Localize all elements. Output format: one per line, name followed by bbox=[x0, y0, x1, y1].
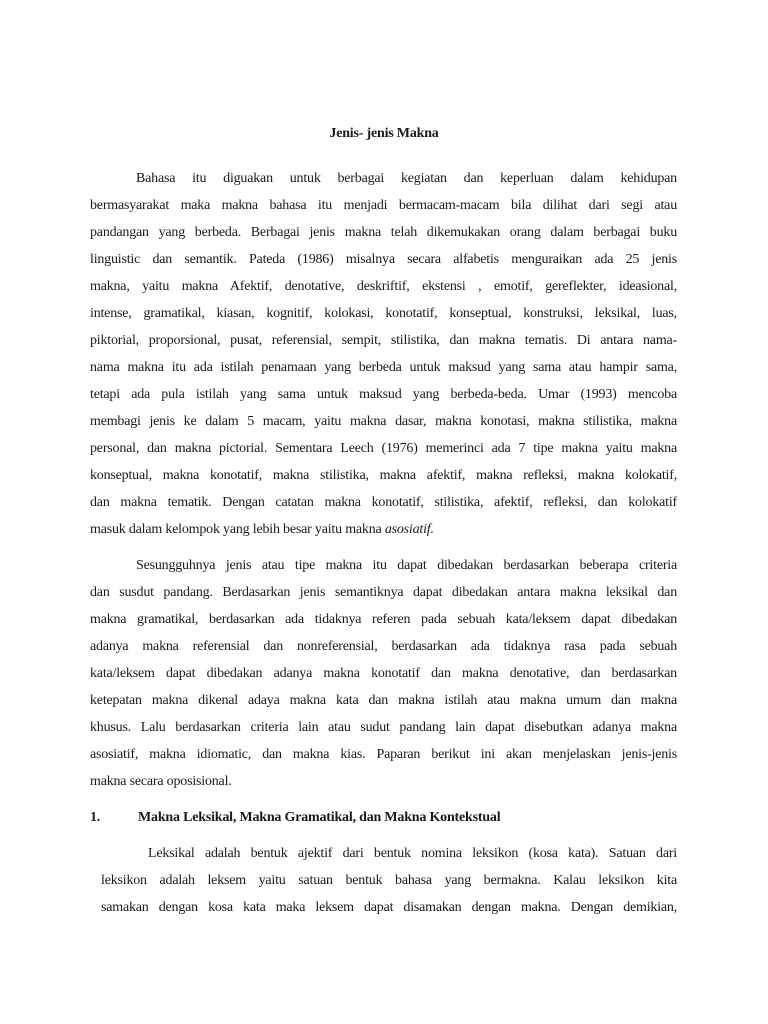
p1-line-11: personal, dan makna pictorial. Sementara Leech (1976) memerinci ada 7 tipe makna yaitu makna bbox=[90, 441, 677, 456]
p1-line-5: makna, yaitu makna Afektif, denotative, deskriftif, ekstensi , emotif, gereflekter, ideasional, bbox=[90, 279, 677, 294]
p1-line-7: piktorial, proporsional, pusat, referensial, sempit, stilistika, dan makna tematis. Di antara nama- bbox=[90, 333, 677, 348]
p1-line-13: dan makna tematik. Dengan catatan makna konotatif, stilistika, afektif, refleksi, dan kolokatif bbox=[90, 495, 677, 510]
p3-line-3: samakan dengan kosa kata maka leksem dapat disamakan dengan makna. Dengan demikian, bbox=[101, 900, 677, 915]
p2-line-3: makna gramatikal, berdasarkan ada tidaknya referen pada sebuah kata/leksem dapat dibedakan bbox=[90, 612, 677, 627]
p2-line-9: makna secara oposisional. bbox=[90, 774, 232, 789]
p1-line-2: bermasyarakat maka makna bahasa itu menjadi bermacam-macam bila dilihat dari segi atau bbox=[90, 198, 677, 213]
p2-line-1: Sesungguhnya jenis atau tipe makna itu dapat dibedakan berdasarkan beberapa criteria bbox=[136, 558, 677, 573]
p1-line-1: Bahasa itu diguakan untuk berbagai kegiatan dan keperluan dalam kehidupan bbox=[136, 171, 677, 186]
p2-line-2: dan susdut pandang. Berdasarkan jenis semantiknya dapat dibedakan antara makna leksikal dan bbox=[90, 585, 677, 600]
p1-line-14 bbox=[90, 521, 434, 539]
p1-line-8: nama makna itu ada istilah penamaan yang berbeda untuk maksud yang sama atau hampir sama, bbox=[90, 360, 677, 375]
p3-line-2: leksikon adalah leksem yaitu satuan bentuk bahasa yang bermakna. Kalau leksikon kita bbox=[101, 873, 677, 888]
document-title: Jenis- jenis Makna bbox=[329, 126, 439, 141]
p1-line-6: intense, gramatikal, kiasan, kognitif, kolokasi, konotatif, konseptual, konstruksi, leksikal, luas, bbox=[90, 306, 677, 321]
p1-line-4: linguistic dan semantik. Pateda (1986) misalnya secara alfabetis menguraikan ada 25 jenis bbox=[90, 252, 677, 267]
p3-line-1: Leksikal adalah bentuk ajektif dari bentuk nomina leksikon (kosa kata). Satuan dari bbox=[148, 846, 677, 861]
p2-line-4: adanya makna referensial dan nonreferensial, berdasarkan ada tidaknya rasa pada sebuah bbox=[90, 639, 677, 654]
p1-line-3: pandangan yang berbeda. Berbagai jenis makna telah dikemukakan orang dalam berbagai buku bbox=[90, 225, 677, 240]
section-1-heading: Makna Leksikal, Makna Gramatikal, dan Makna Kontekstual bbox=[138, 810, 501, 825]
p2-line-8: asosiatif, makna idiomatic, dan makna kias. Paparan berikut ini akan menjelaskan jenis-jenis bbox=[90, 747, 677, 762]
p1-line-12: konseptual, makna konotatif, makna stilistika, makna afektif, makna refleksi, makna kolokatif, bbox=[90, 468, 677, 483]
p2-line-6: ketepatan makna dikenal adaya makna kata dan makna istilah atau makna umum dan makna bbox=[90, 693, 677, 708]
section-1-number: 1. bbox=[90, 810, 101, 825]
p2-line-7: khusus. Lalu berdasarkan criteria lain atau sudut pandang lain dapat disebutkan adanya makna bbox=[90, 720, 677, 735]
p1-last-text: masuk dalam kelompok yang lebih besar yaitu makna bbox=[90, 522, 385, 537]
p1-last-italic: asosiatif. bbox=[384, 522, 434, 537]
p2-line-5: kata/leksem dapat dibedakan adanya makna konotatif dan makna denotative, dan berdasarkan bbox=[90, 666, 677, 681]
p1-line-10: membagi jenis ke dalam 5 macam, yaitu makna dasar, makna konotasi, makna stilistika, makna bbox=[90, 414, 677, 429]
p1-line-9: tetapi ada pula istilah yang sama untuk maksud yang berbeda-beda. Umar (1993) mencoba bbox=[90, 387, 677, 402]
